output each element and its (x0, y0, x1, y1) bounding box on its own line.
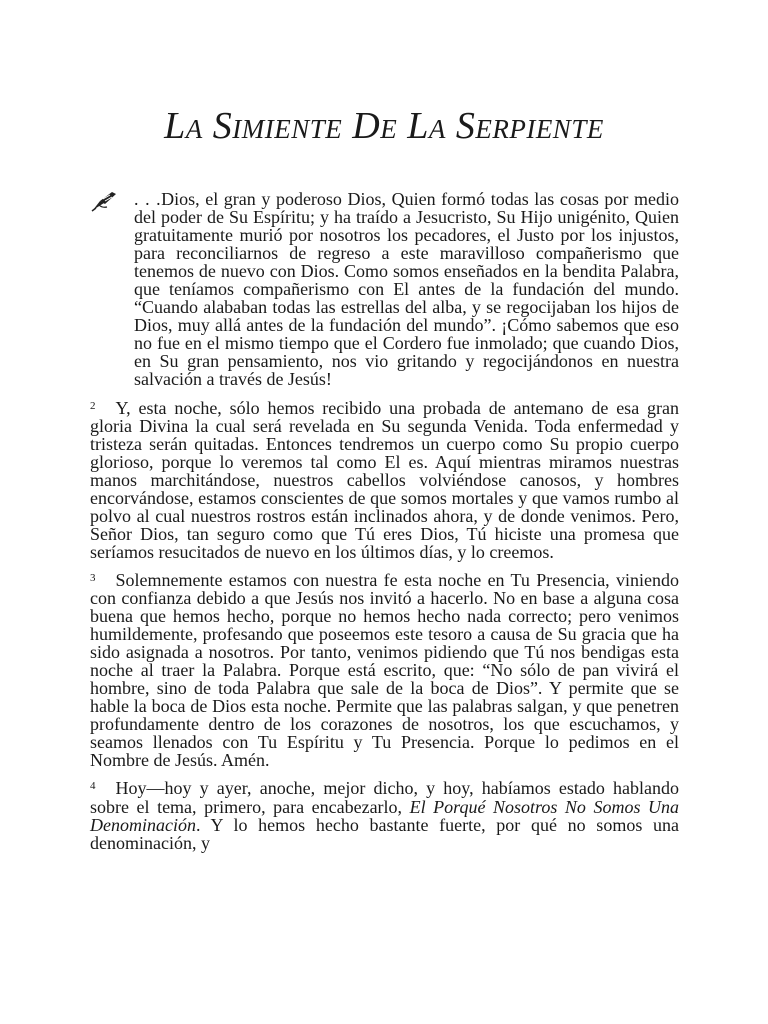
quill-pen-icon (90, 190, 118, 212)
paragraph-2 (90, 397, 679, 561)
paragraph-text-continued: . Y lo hemos hecho bastante fuerte, por qué no somos una denominación, y (90, 814, 679, 853)
paragraph-text: Hoy—hoy y ayer, anoche, mejor dicho, y hoy, habíamos estado hablando sobre el tema, primero, para encabezarlo, (90, 778, 679, 817)
paragraph-number: 2 (90, 399, 96, 412)
paragraph-number: 3 (90, 571, 96, 584)
paragraph-3 (90, 569, 679, 770)
paragraph-text: Y, esta noche, sólo hemos recibido una probada de antemano de esa gran gloria Divina la cual será revelada en Su segunda Venida. Toda enfermedad y tristeza serán quitadas. Entonces tendremos un cuerpo como Su propio cuerpo glorioso, porque lo veremos tal como El es. Aquí mientras miramos nuestras manos marchitándose, nuestros cabellos volviéndose canosos, y hombres encorvándose, estamos conscientes de que somos mortales y que vamos rumbo al polvo al cual nuestros rostros están inclinados ahora, y de donde venimos. Pero, Señor Dios, tan seguro como que Tú eres Dios, Tú hiciste una promesa que seríamos resucitados de nuevo en los últimos días, y lo creemos. (90, 397, 679, 562)
sermon-body (90, 190, 679, 860)
paragraph-4 (90, 777, 679, 851)
sermon-title: La Simiente De La Serpiente (164, 105, 604, 147)
paragraph-1 (90, 190, 679, 389)
ellipsis-lead: . . . (134, 189, 162, 209)
paragraph-number: 4 (90, 780, 96, 793)
paragraph-text: Dios, el gran y poderoso Dios, Quien formó todas las cosas por medio del poder de Su Espíritu; y ha traído a Jesucristo, Su Hijo unigénito, Quien gratuitamente murió por nosotros los pecadores, el Justo por los injustos, para reconciliarnos de regreso a este maravilloso compañerismo que tenemos de nuevo con Dios. Como somos enseñados en la bendita Palabra, que teníamos compañerismo con El antes de la fundación del mundo. “Cuando alababan todas las estrellas del alba, y se regocijaban los hijos de Dios, muy allá antes de la fundación del mundo”. ¡Cómo sabemos que eso no fue en el mismo tiempo que el Cordero fue inmolado; que cuando Dios, en Su gran pensamiento, nos vio gritando y regocijándonos en nuestra salvación a través de Jesús! (134, 189, 679, 390)
paragraph-text: Solemnemente estamos con nuestra fe esta noche en Tu Presencia, viniendo con confianza debido a que Jesús nos invitó a hacerlo. No en base a alguna cosa buena que hemos hecho, porque no hemos hecho nada correcto; pero venimos humildemente, profesando que poseemos este tesoro a causa de Su gracia que ha sido asignada a nosotros. Por tanto, venimos pidiendo que Tú nos bendigas esta noche al traer la Palabra. Porque está escrito, que: “No sólo de pan vivirá el hombre, sino de toda Palabra que sale de la boca de Dios”. Y permite que se hable la boca de Dios esta noche. Permite que las palabras salgan, y que penetren profundamente dentro de los corazones de nosotros, los que escuchamos, y seamos llenados con Tu Espíritu y Tu Presencia. Porque lo pedimos en el Nombre de Jesús. Amén. (90, 569, 679, 771)
sermon-reference-title: El Porqué Nosotros No Somos Una Denominación (90, 796, 680, 835)
